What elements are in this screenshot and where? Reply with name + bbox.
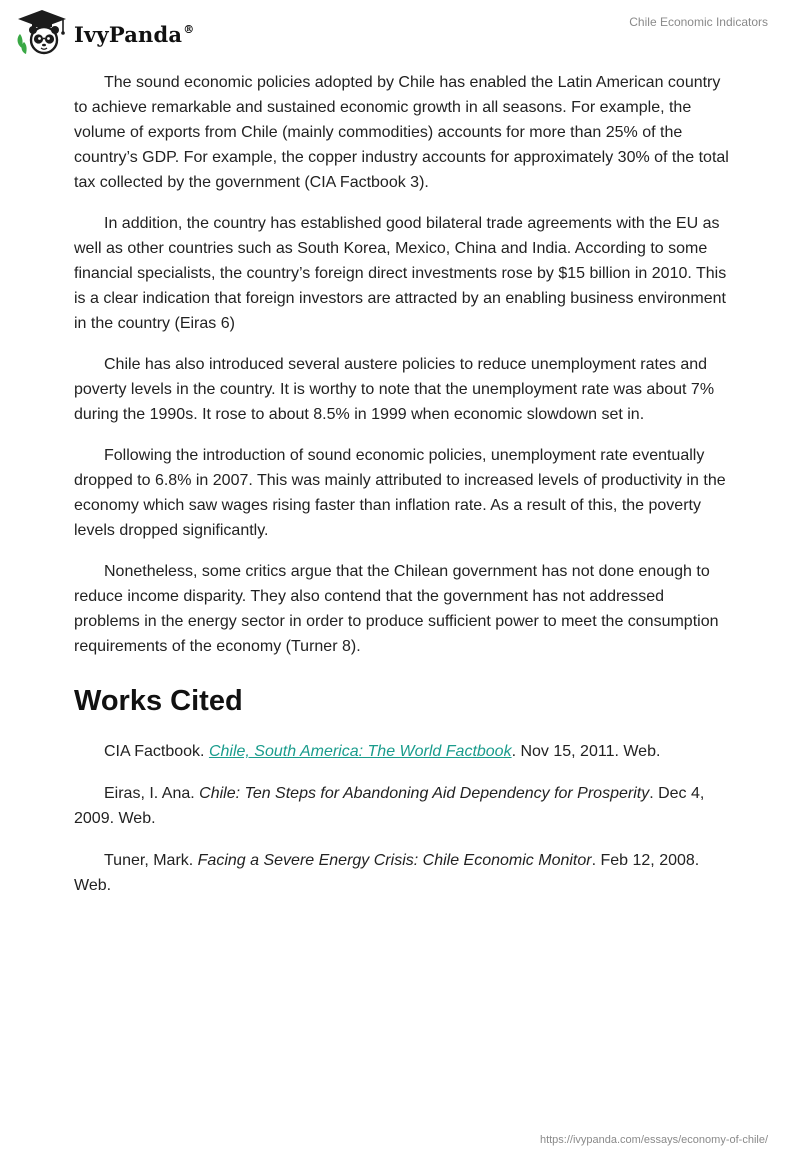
logo-text: IvyPanda® <box>74 21 195 47</box>
body-paragraph: In addition, the country has established good bilateral trade agreements with the EU as well as other countries such as South Korea, Mexico, China and India. According to some financial specialists, the country’s foreign direct investments rose by $15 billion in 2010. This is a clear indication that foreign investors are attracted by an enabling business environment in the country (Eiras 6) <box>74 215 727 332</box>
citation-details: . Dec 4, 2009. Web. <box>74 785 705 827</box>
footer-source-url[interactable]: https://ivypanda.com/essays/economy-of-chile/ <box>539 1134 768 1146</box>
citation-entry <box>74 739 730 764</box>
citation-title: Facing a Severe Energy Crisis: Chile Economic Monitor <box>197 852 592 869</box>
body-paragraph: Nonetheless, some critics argue that the Chilean government has not done enough to reduce income disparity. They also contend that the government has not addressed problems in the energy sector in order to produce sufficient power to meet the consumption requirements of the economy (Turner 8). <box>74 563 719 655</box>
citation-details: . Nov 15, 2011. Web. <box>511 743 661 760</box>
citation-author: Tuner, Mark. <box>104 852 198 869</box>
citation-entry <box>74 781 730 831</box>
works-cited-heading: Works Cited <box>74 685 243 717</box>
ivypanda-logo[interactable] <box>14 8 194 56</box>
essay-content <box>74 70 730 915</box>
citation-author: CIA Factbook. <box>104 743 209 760</box>
body-paragraph: Following the introduction of sound economic policies, unemployment rate eventually dropped to 6.8% in 2007. This was mainly attributed to increased levels of productivity in the economy which saw wages rising faster than inflation rate. As a result of this, the poverty levels dropped significantly. <box>74 447 726 539</box>
body-paragraph: Chile has also introduced several austere policies to reduce unemployment rates and poverty levels in the country. It is worthy to note that the unemployment rate was about 7% during the 1990s. It rose to about 8.5% in 1999 when economic slowdown set in. <box>74 356 715 423</box>
citation-details: . Feb 12, 2008. Web. <box>74 852 700 894</box>
panda-graduate-icon <box>14 8 70 56</box>
body-paragraph: The sound economic policies adopted by Chile has enabled the Latin American country to achieve remarkable and sustained economic growth in all seasons. For example, the volume of exports from Chile (mainly commodities) accounts for more than 25% of the country’s GDP. For example, the copper industry accounts for approximately 30% of the total tax collected by the government (CIA Factbook 3). <box>74 74 729 191</box>
citation-entry <box>74 848 730 898</box>
citation-author: Eiras, I. Ana. <box>104 785 200 802</box>
citation-title: Chile: Ten Steps for Abandoning Aid Dependency for Prosperity <box>199 785 650 802</box>
document-title: Chile Economic Indicators <box>629 15 768 29</box>
citation-link[interactable]: Chile, South America: The World Factbook <box>208 743 512 760</box>
page-header <box>0 0 800 60</box>
